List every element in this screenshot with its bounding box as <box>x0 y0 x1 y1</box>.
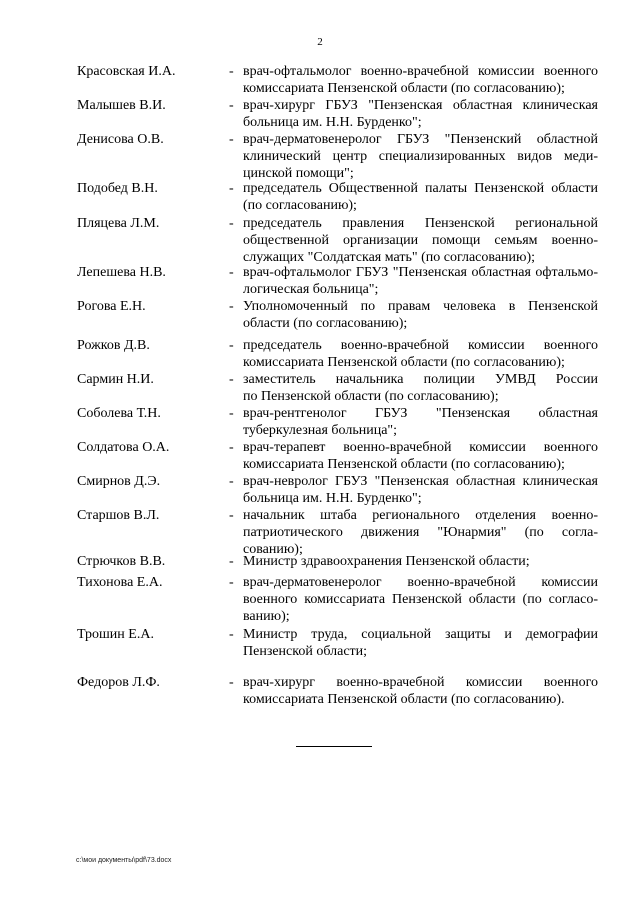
member-position <box>243 264 598 298</box>
member-position-line: цинской помощи"; <box>243 166 354 181</box>
member-name: Трошин Е.А. <box>77 627 154 642</box>
member-position <box>243 180 598 214</box>
member-position-line: ванию); <box>243 609 290 624</box>
member-position-line: патриотического движения "Юнармия" (по согла- <box>243 525 598 540</box>
member-name: Пляцева Л.М. <box>77 216 160 231</box>
member-position-line: больница им. Н.Н. Бурденко"; <box>243 491 422 506</box>
member-position-line: общественной организации помощи семьям военно- <box>243 233 598 248</box>
member-dash: - <box>229 98 234 113</box>
member-position-line: врач-хирург военно-врачебной комиссии военного <box>243 675 598 690</box>
member-position-line: Министр труда, социальной защиты и демографии <box>243 627 598 642</box>
member-position-line: председатель правления Пензенской региональной <box>243 216 598 231</box>
member-position <box>243 574 598 625</box>
member-position <box>243 215 598 266</box>
member-position-line: начальник штаба регионального отделения военно- <box>243 508 598 523</box>
member-position <box>243 473 598 507</box>
member-dash: - <box>229 406 234 421</box>
member-position-line: логическая больница"; <box>243 282 379 297</box>
member-position-line: (по согласованию); <box>243 198 357 213</box>
member-name: Рогова Е.Н. <box>77 299 146 314</box>
member-position-line: сованию); <box>243 542 303 557</box>
member-dash: - <box>229 265 234 280</box>
member-position <box>243 131 598 182</box>
member-position <box>243 371 598 405</box>
member-position-line: комиссариата Пензенской области (по согласованию); <box>243 81 565 96</box>
member-dash: - <box>229 299 234 314</box>
member-position-line: врач-хирург ГБУЗ "Пензенская областная клиническая <box>243 98 598 113</box>
member-position-line: Уполномоченный по правам человека в Пензенской <box>243 299 598 314</box>
member-dash: - <box>229 216 234 231</box>
member-position <box>243 439 598 473</box>
member-position-line: врач-дерматовенеролог ГБУЗ "Пензенский областной <box>243 132 598 147</box>
member-name: Лепешева Н.В. <box>77 265 166 280</box>
member-position-line: председатель военно-врачебной комиссии военного <box>243 338 598 353</box>
member-position-line: врач-невролог ГБУЗ "Пензенская областная клиническая <box>243 474 598 489</box>
member-position-line: врач-офтальмолог ГБУЗ "Пензенская областная офтальмо- <box>243 265 598 280</box>
end-rule <box>296 746 372 747</box>
member-dash: - <box>229 575 234 590</box>
member-dash: - <box>229 338 234 353</box>
member-dash: - <box>229 508 234 523</box>
member-dash: - <box>229 181 234 196</box>
member-position-line: по Пензенской области (по согласованию); <box>243 389 499 404</box>
member-position <box>243 553 598 570</box>
member-dash: - <box>229 474 234 489</box>
member-name: Подобед В.Н. <box>77 181 158 196</box>
member-position-line: врач-дерматовенеролог военно-врачебной комиссии <box>243 575 598 590</box>
member-position-line: туберкулезная больница"; <box>243 423 398 438</box>
member-name: Рожков Д.В. <box>77 338 150 353</box>
member-position-line: врач-офтальмолог военно-врачебной комиссии военного <box>243 64 598 79</box>
member-name: Тихонова Е.А. <box>77 575 163 590</box>
member-name: Денисова О.В. <box>77 132 164 147</box>
member-position-line: Пензенской области; <box>243 644 368 659</box>
member-dash: - <box>229 372 234 387</box>
member-position-line: комиссариата Пензенской области (по согласованию); <box>243 355 565 370</box>
member-position-line: служащих "Солдатская мать" (по согласованию); <box>243 250 536 265</box>
member-name: Красовская И.А. <box>77 64 176 79</box>
member-position-line: председатель Общественной палаты Пензенской области <box>243 181 598 196</box>
member-position-line: больница им. Н.Н. Бурденко"; <box>243 115 422 130</box>
member-name: Федоров Л.Ф. <box>77 675 160 690</box>
footer-file-path: c:\мои документы\pdf\73.docx <box>76 857 172 864</box>
member-position <box>243 405 598 439</box>
member-position-line: Министр здравоохранения Пензенской области; <box>243 554 530 569</box>
member-position-line: военного комиссариата Пензенской области (по согласо- <box>243 592 598 607</box>
member-position <box>243 626 598 660</box>
member-dash: - <box>229 554 234 569</box>
member-position-line: врач-рентгенолог ГБУЗ "Пензенская областная <box>243 406 598 421</box>
member-position-line: комиссариата Пензенской области (по согласованию); <box>243 457 565 472</box>
member-name: Солдатова О.А. <box>77 440 170 455</box>
member-dash: - <box>229 64 234 79</box>
member-position-line: клинический центр специализированных видов меди- <box>243 149 598 164</box>
member-position-line: врач-терапевт военно-врачебной комиссии военного <box>243 440 598 455</box>
member-name: Смирнов Д.Э. <box>77 474 161 489</box>
page-number: 2 <box>317 36 323 48</box>
member-position <box>243 63 598 97</box>
member-position-line: комиссариата Пензенской области (по согласованию). <box>243 692 565 707</box>
member-name: Сармин Н.И. <box>77 372 154 387</box>
member-name: Соболева Т.Н. <box>77 406 161 421</box>
member-name: Малышев В.И. <box>77 98 166 113</box>
member-position <box>243 298 598 332</box>
member-position-line: области (по согласованию); <box>243 316 408 331</box>
member-dash: - <box>229 627 234 642</box>
member-position <box>243 97 598 131</box>
member-dash: - <box>229 132 234 147</box>
member-name: Стрючков В.В. <box>77 554 166 569</box>
member-name: Старшов В.Л. <box>77 508 160 523</box>
member-position <box>243 507 598 558</box>
member-position-line: заместитель начальника полиции УМВД России <box>243 372 598 387</box>
member-dash: - <box>229 440 234 455</box>
member-position <box>243 337 598 371</box>
member-dash: - <box>229 675 234 690</box>
member-position <box>243 674 598 708</box>
